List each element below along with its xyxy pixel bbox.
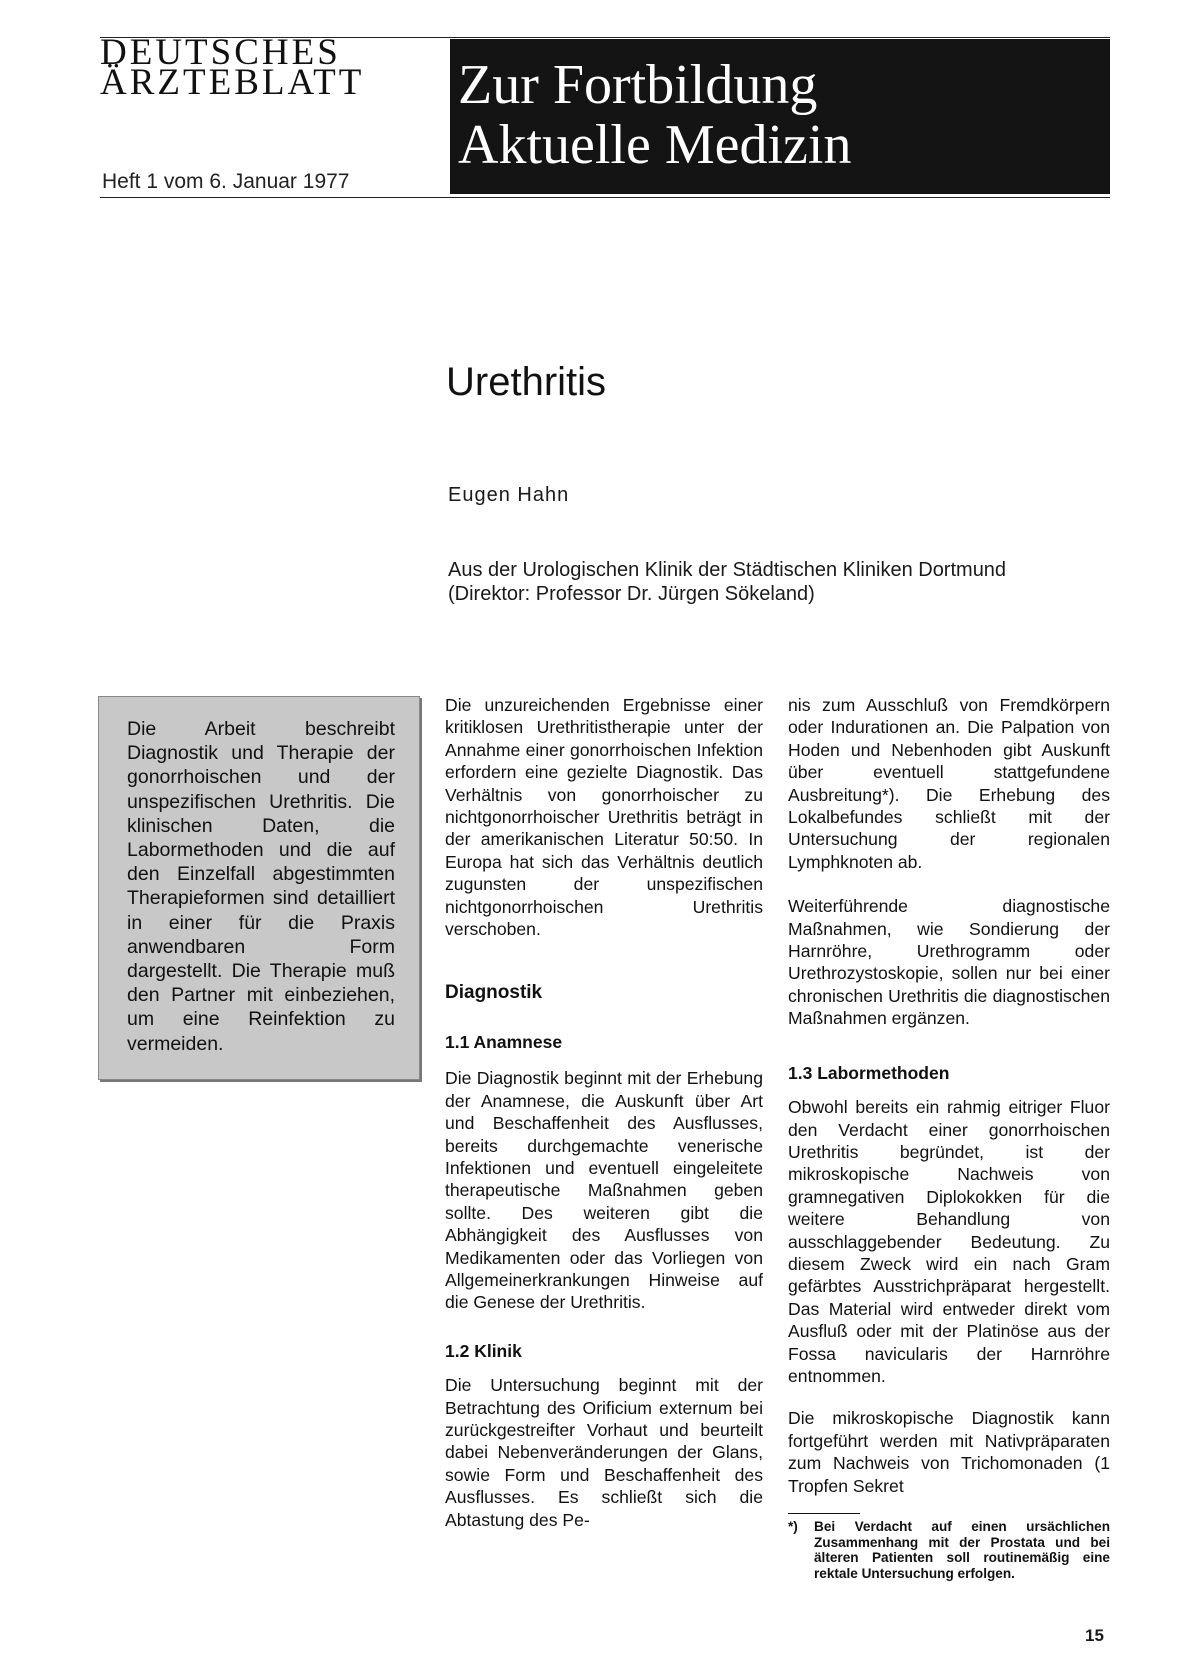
further-diagnostics-paragraph: Weiterführende diagnostische Maßnahmen, wie Sondierung der Harnröhre, Urethrogramm oder Urethrozystoskopie, sollen nur bei einer chronischen Urethritis die diagnostischen Maßnahmen ergänzen. (788, 896, 1110, 1029)
klinik-paragraph: Die Untersuchung beginnt mit der Betrachtung des Orificium externum bei zurückgestreifter Vorhaut und beurteilt dabei Nebenveränderungen der Glans, sowie Form und Beschaffenheit des Ausflusses. Es schließt sich die Abtastung des Pe- (445, 1375, 763, 1530)
heading-klinik: 1.2 Klinik (445, 1340, 522, 1361)
abstract-text: Die Arbeit beschreibt Diagnostik und Therapie der gonorrhoischen und der unspezifischen Urethritis. Die klinischen Daten, die Labormethoden und die auf den Einzelfall abgestimmten Therapieformen sind detailliert in einer für die Praxis anwendbaren Form dargestellt. Die Therapie muß den Partner mit einbeziehen, um eine Reinfektion zu vermeiden. (127, 718, 395, 1055)
text-column-1 (445, 694, 763, 1531)
footnote-rule (788, 1513, 860, 1514)
section-banner-line2: Aktuelle Medizin (458, 114, 852, 176)
section-banner-line1: Zur Fortbildung (458, 54, 818, 116)
continuation-paragraph: nis zum Ausschluß von Fremdkörpern oder Indurationen an. Die Palpation von Hoden und Nebenhoden gibt Auskunft über eventuell stattgefundene Ausbreitung*). Die Erhebung des Lokalbefundes schließt mit der Untersuchung der regionalen Lymphknoten ab. (788, 695, 1110, 872)
microscopy-paragraph: Die mikroskopische Diagnostik kann fortgeführt werden mit Nativpräparaten zum Nachweis von Trichomonaden (1 Tropfen Sekret (788, 1408, 1110, 1496)
footnote-marker: *) (788, 1519, 798, 1534)
article-affiliation (448, 558, 1006, 606)
text-column-2 (788, 694, 1110, 1497)
journal-logo-line2: ÄRZTEBLATT (100, 62, 365, 103)
intro-paragraph: Die unzureichenden Ergebnisse einer kritiklosen Urethritistherapie unter der Annahme einer gonorrhoischen Infektion erfordern eine gezielte Diagnostik. Das Verhältnis von gonorrhoischer zu nichtgonorrhoischer Urethritis beträgt in der amerikanischen Literatur 50:50. In Europa hat sich das Verhältnis deutlich zugunsten der unspezifischen nichtgonorrhoischen Urethritis verschoben. (445, 695, 763, 940)
issue-info: Heft 1 vom 6. Januar 1977 (102, 170, 350, 193)
masthead-bottom-rule (100, 197, 1110, 198)
heading-labormethoden: 1.3 Labormethoden (788, 1062, 950, 1083)
heading-anamnese: 1.1 Anamnese (445, 1031, 563, 1052)
abstract-box (98, 696, 420, 1080)
affiliation-line1: Aus der Urologischen Klinik der Städtischen Kliniken Dortmund (448, 559, 1007, 581)
heading-diagnostik: Diagnostik (445, 982, 543, 1004)
labormethoden-paragraph: Obwohl bereits ein rahmig eitriger Fluor den Verdacht einer gonorrhoischen Urethritis begründet, ist der mikroskopische Nachweis von gramnegativen Diplokokken für die weitere Behandlung von ausschlaggebender Bedeutung. Zu diesem Zweck wird ein nach Gram gefärbtes Ausstrichpräparat hergestellt. Das Material wird entweder direkt vom Ausfluß oder mit der Platinöse aus der Fossa navicularis der Harnröhre entnommen. (788, 1097, 1110, 1386)
journal-logo-line1: DEUTSCHES (100, 32, 341, 73)
affiliation-line2: (Direktor: Professor Dr. Jürgen Sökeland) (448, 583, 815, 605)
article-title: Urethritis (446, 360, 607, 404)
section-banner (450, 39, 1110, 194)
journal-logo (100, 32, 365, 103)
footnote (788, 1519, 1110, 1581)
anamnese-paragraph: Die Diagnostik beginnt mit der Erhebung der Anamnese, die Auskunft über Art und Beschaffenheit des Ausflusses, bereits durchgemachte venerische Infektionen und eventuell eingeleitete therapeutische Maßnahmen geben sollte. Des weiteren gibt die Abhängigkeit des Ausflusses von Medikamenten oder das Vorliegen von Allgemeinerkrankungen Hinweise auf die Genese der Urethritis. (445, 1068, 763, 1313)
article-author: Eugen Hahn (448, 484, 570, 506)
page-number: 15 (1085, 1626, 1104, 1645)
footnote-text: Bei Verdacht auf einen ursächlichen Zusammenhang mit der Prostata und bei älteren Patienten soll routinemäßig eine rektale Untersuchung erfolgen. (814, 1519, 1110, 1581)
